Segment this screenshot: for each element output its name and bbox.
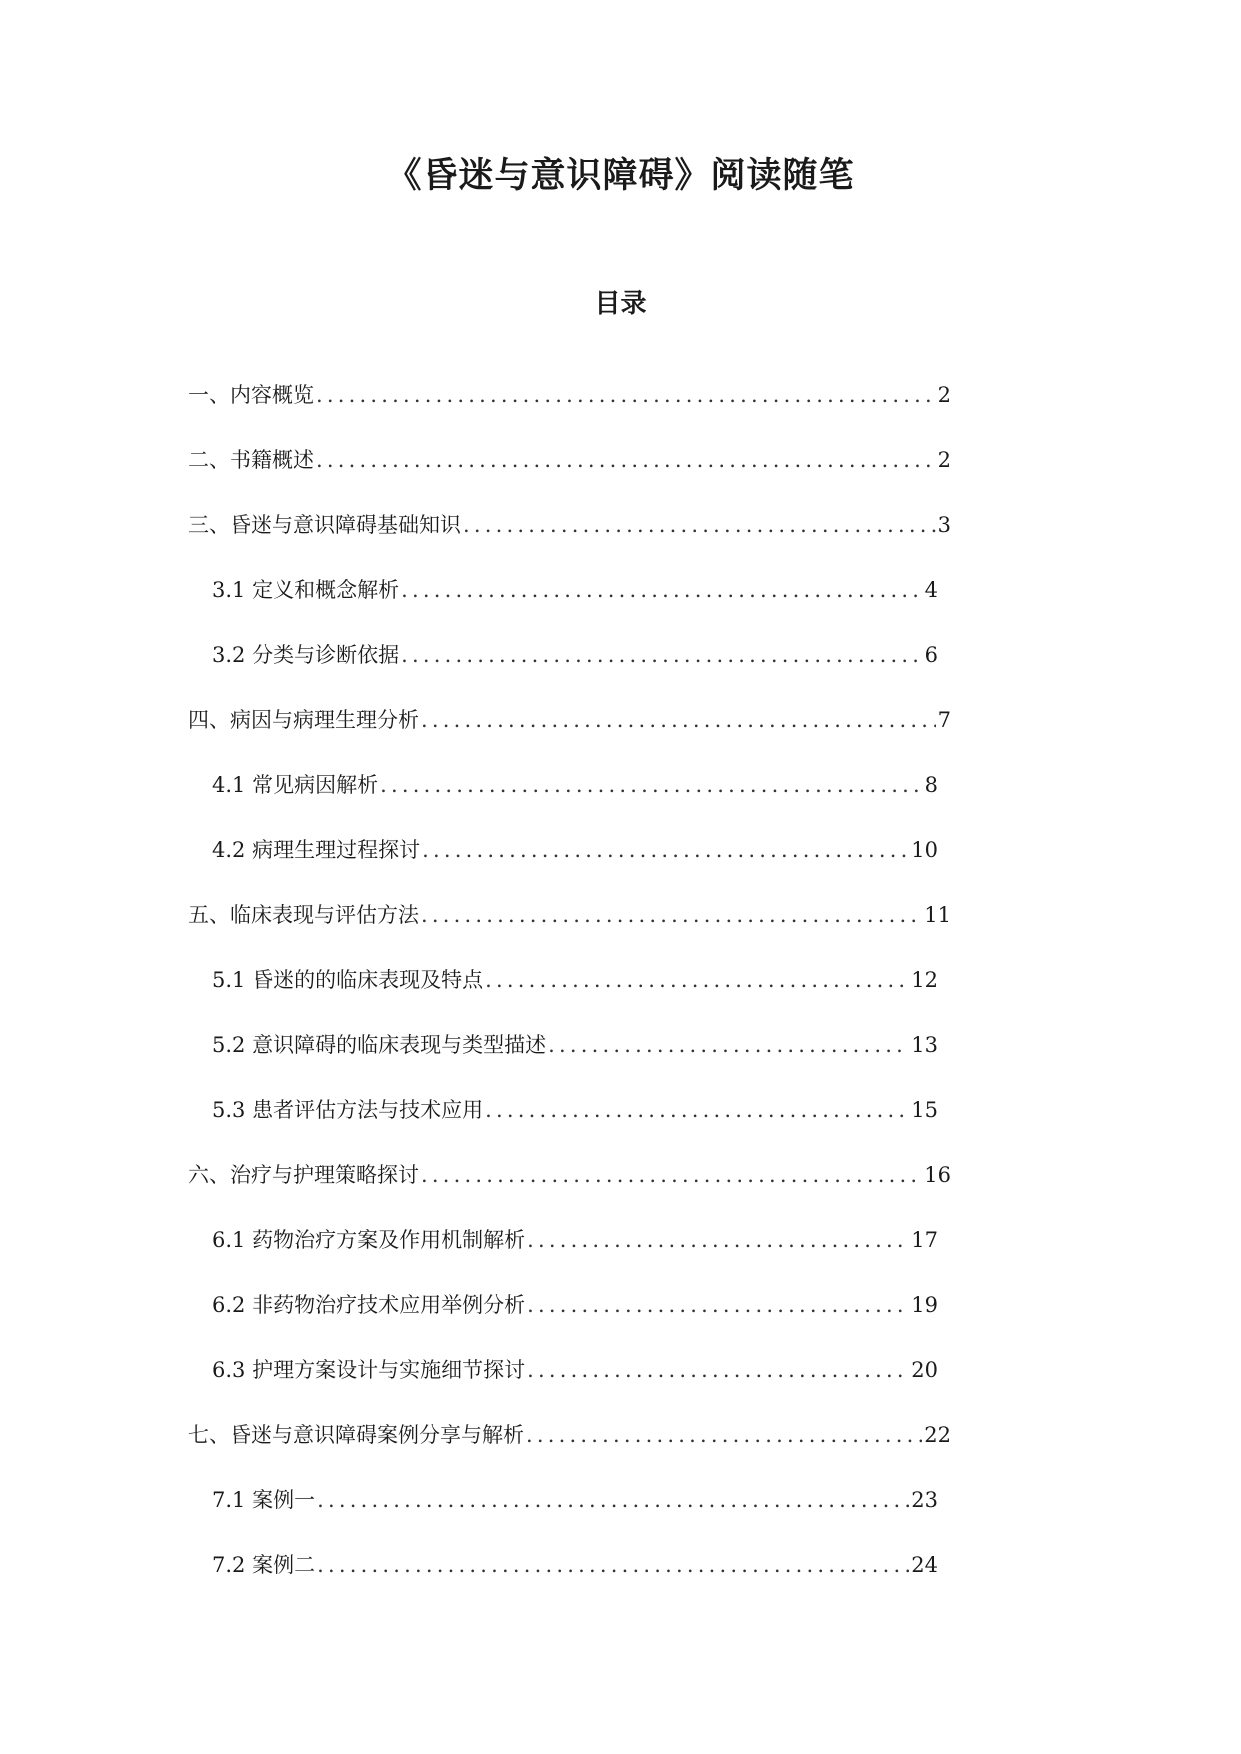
toc-dot-leader: [401, 575, 923, 605]
toc-entry[interactable]: [188, 380, 951, 410]
toc-entry-label: 七、昏迷与意识障碍案例分享与解析: [188, 1423, 524, 1447]
toc-page-number: 13: [911, 1033, 938, 1057]
toc-page-number: 15: [911, 1098, 938, 1122]
toc-dot-leader: [317, 1485, 909, 1515]
toc-page-number: 2: [937, 448, 951, 472]
toc-page-number: 4: [924, 578, 938, 602]
toc-entry[interactable]: [212, 1095, 938, 1125]
toc-page-number: 10: [911, 838, 938, 862]
toc-dot-leader: [421, 705, 936, 735]
toc-entry-label: 5.1 昏迷的的临床表现及特点: [212, 968, 484, 992]
toc-page-number: 11: [924, 903, 951, 927]
toc-entry-label: 4.2 病理生理过程探讨: [212, 838, 421, 862]
toc-dot-leader: [526, 1420, 922, 1450]
toc-entry-label: 三、昏迷与意识障碍基础知识: [188, 513, 461, 537]
toc-dot-leader: [380, 770, 923, 800]
toc-page-number: 16: [924, 1163, 951, 1187]
toc-page-number: 17: [911, 1228, 938, 1252]
toc-dot-leader: [316, 445, 936, 475]
toc-entry[interactable]: [212, 1485, 938, 1515]
toc-page-number: 6: [924, 643, 938, 667]
toc-entry-label: 一、内容概览: [188, 383, 314, 407]
toc-entry[interactable]: [212, 1355, 938, 1385]
toc-page-number: 12: [911, 968, 938, 992]
toc-entry-label: 5.3 患者评估方法与技术应用: [212, 1098, 484, 1122]
toc-entry[interactable]: [212, 1550, 938, 1580]
toc-entry-label: 3.2 分类与诊断依据: [212, 643, 400, 667]
toc-dot-leader: [485, 1095, 909, 1125]
toc-dot-leader: [463, 510, 936, 540]
toc-entry[interactable]: [188, 1420, 951, 1450]
toc-entry-label: 6.1 药物治疗方案及作用机制解析: [212, 1228, 526, 1252]
toc-entry[interactable]: [212, 1290, 938, 1320]
toc-entry[interactable]: [188, 705, 951, 735]
toc-dot-leader: [401, 640, 923, 670]
toc-page-number: 3: [937, 513, 951, 537]
document-title: 《昏迷与意识障碍》阅读随笔: [386, 156, 855, 196]
toc-page-number: 8: [924, 773, 938, 797]
toc-entry[interactable]: [212, 1030, 938, 1060]
toc-entry-label: 4.1 常见病因解析: [212, 773, 379, 797]
toc-heading: 目录: [594, 289, 647, 319]
toc-entry-label: 四、病因与病理生理分析: [188, 708, 419, 732]
toc-dot-leader: [548, 1030, 909, 1060]
toc-entry[interactable]: [212, 770, 938, 800]
toc-dot-leader: [317, 1550, 909, 1580]
toc-dot-leader: [316, 380, 936, 410]
toc-entry[interactable]: [188, 1160, 951, 1190]
toc-entry-label: 5.2 意识障碍的临床表现与类型描述: [212, 1033, 547, 1057]
toc-entry-label: 二、书籍概述: [188, 448, 314, 472]
toc-page-number: 2: [937, 383, 951, 407]
toc-entry-label: 7.2 案例二: [212, 1553, 316, 1577]
toc-page-number: 7: [937, 708, 951, 732]
toc-dot-leader: [422, 835, 909, 865]
toc-entry[interactable]: [212, 1225, 938, 1255]
toc-entry[interactable]: [212, 965, 938, 995]
toc-entry-label: 3.1 定义和概念解析: [212, 578, 400, 602]
toc-entry[interactable]: [188, 445, 951, 475]
toc-page-number: 23: [911, 1488, 938, 1512]
toc-entry[interactable]: [188, 900, 951, 930]
toc-dot-leader: [527, 1290, 909, 1320]
toc-entry[interactable]: [212, 640, 938, 670]
toc-dot-leader: [421, 900, 922, 930]
toc-dot-leader: [485, 965, 909, 995]
toc-entry-label: 六、治疗与护理策略探讨: [188, 1163, 419, 1187]
toc-entry[interactable]: [212, 575, 938, 605]
toc-dot-leader: [527, 1355, 909, 1385]
toc-page-number: 19: [911, 1293, 938, 1317]
toc-entry-label: 6.3 护理方案设计与实施细节探讨: [212, 1358, 526, 1382]
toc-page-number: 22: [924, 1423, 951, 1447]
toc-dot-leader: [527, 1225, 909, 1255]
toc-dot-leader: [421, 1160, 922, 1190]
toc-page-number: 20: [911, 1358, 938, 1382]
toc-entry[interactable]: [212, 835, 938, 865]
toc-entry[interactable]: [188, 510, 951, 540]
toc-entry-label: 7.1 案例一: [212, 1488, 316, 1512]
toc-page-number: 24: [911, 1553, 938, 1577]
toc-entry-label: 五、临床表现与评估方法: [188, 903, 419, 927]
toc-entry-label: 6.2 非药物治疗技术应用举例分析: [212, 1293, 526, 1317]
